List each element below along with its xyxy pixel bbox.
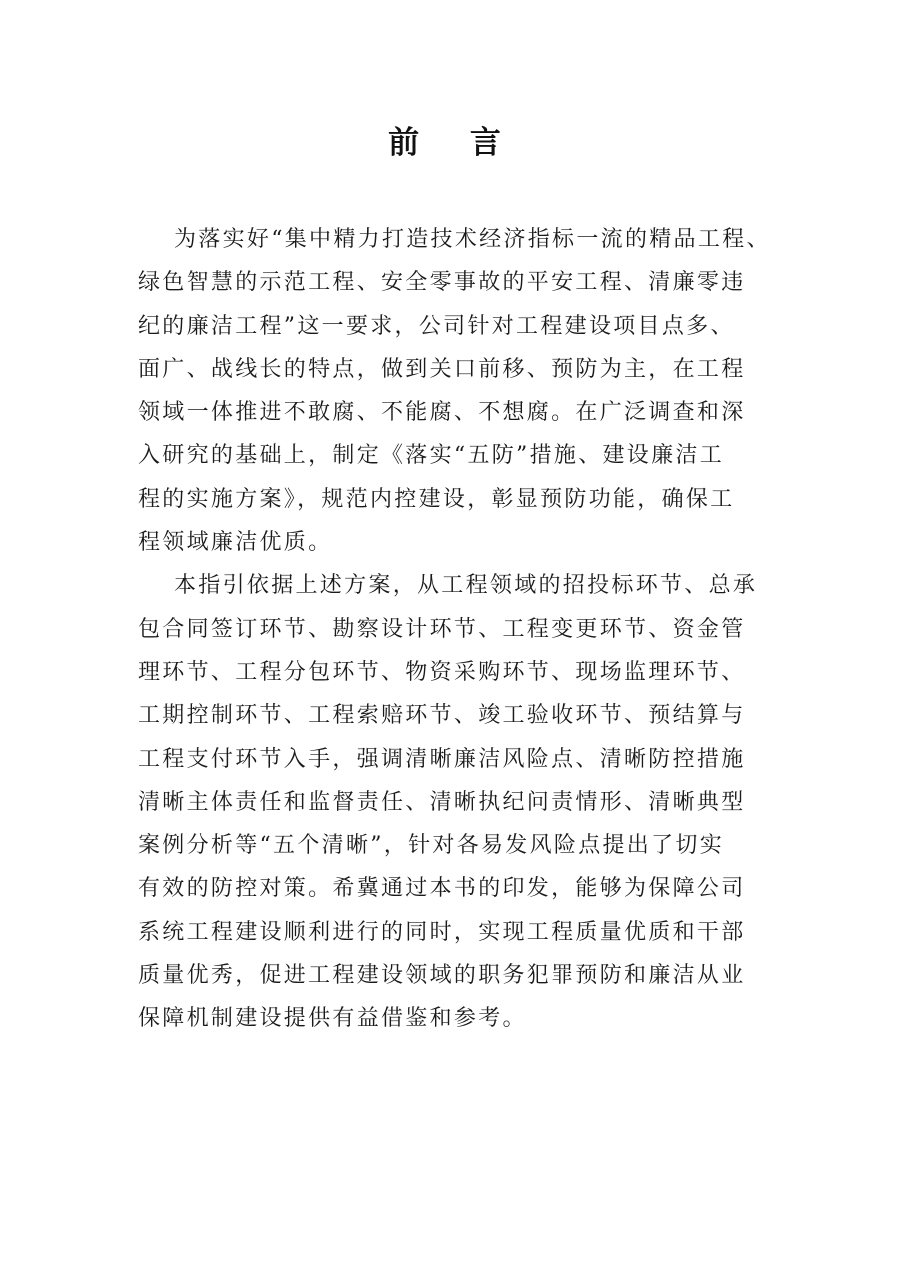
text-line: 工程支付环节入手，强调清晰廉洁风险点、清晰防控措施 [138,746,746,772]
text-line: 领域一体推进不敢腐、不能腐、不想腐。在广泛调查和深 [138,400,746,426]
text-line: 程领域廉洁优质。 [138,530,333,556]
text-line: 绿色智慧的示范工程、安全零事故的平安工程、清廉零违 [138,270,746,296]
text-line: 案例分析等“五个清晰”，针对各易发风险点提出了切实 [138,833,724,859]
preface-body [138,218,778,1041]
text-line: 工期控制环节、工程索赔环节、竣工验收环节、预结算与 [138,703,746,729]
text-line: 程的实施方案》，规范内控建设，彰显预防功能，确保工 [138,486,735,512]
page-title: 前 言 [388,125,521,161]
text-line: 为落实好“集中精力打造技术经济指标一流的精品工程、 [174,227,771,252]
text-line: 理环节、工程分包环节、物资采购环节、现场监理环节、 [138,659,746,685]
text-line: 入研究的基础上，制定《落实“五防”措施、建设廉洁工 [138,443,724,469]
text-line: 本指引依据上述方案，从工程领域的招投标环节、总承 [174,573,758,599]
text-line: 系统工程建设顺利进行的同时，实现工程质量优质和干部 [138,919,746,945]
text-line: 包合同签订环节、勘察设计环节、工程变更环节、资金管 [138,616,746,642]
text-line: 有效的防控对策。希冀通过本书的印发，能够为保障公司 [138,876,746,902]
text-line: 质量优秀，促进工程建设领域的职务犯罪预防和廉洁从业 [138,963,746,989]
text-line: 纪的廉洁工程”这一要求，公司针对工程建设项目点多、 [138,313,735,339]
text-line: 保障机制建设提供有益借鉴和参考。 [138,1006,527,1032]
text-line: 清晰主体责任和监督责任、清晰执纪问责情形、清晰典型 [138,789,746,815]
text-line: 面广、战线长的特点，做到关口前移、预防为主，在工程 [138,356,746,382]
